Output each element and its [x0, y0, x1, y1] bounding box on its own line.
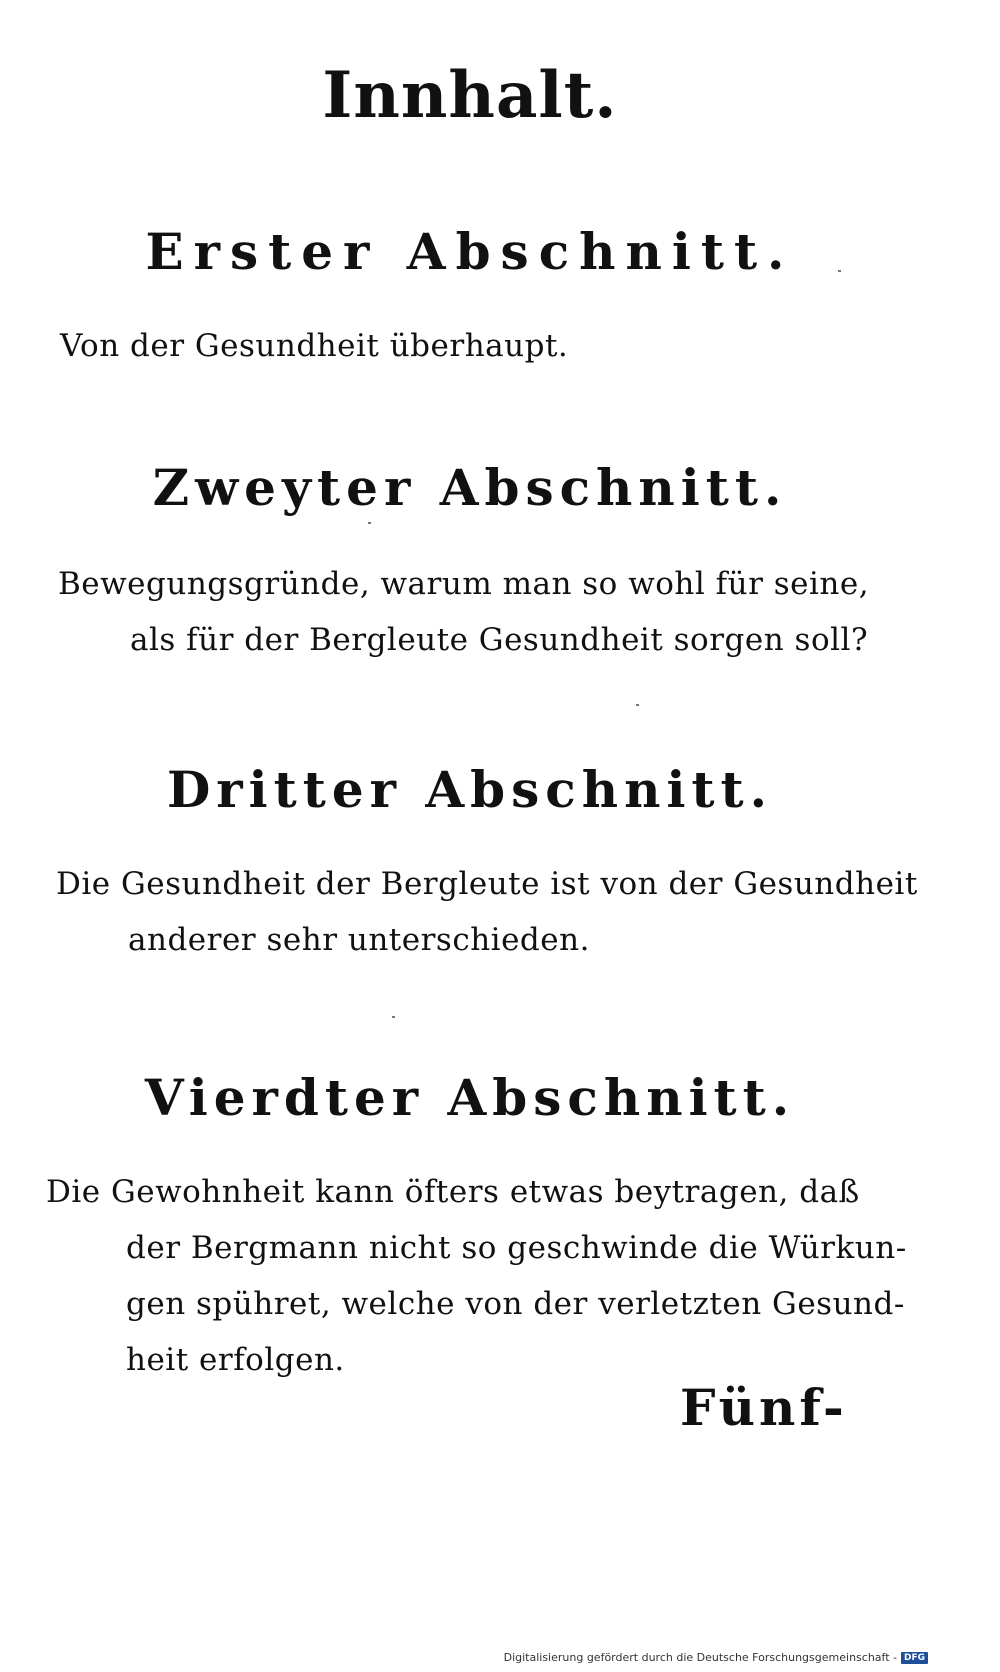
section-heading-1: Erster Abschnitt. [145, 222, 795, 281]
section-4-line-4: heit erfolgen. [126, 1342, 345, 1378]
section-heading-2: Zweyter Abschnitt. [152, 458, 788, 517]
catchword: Fünf- [680, 1378, 848, 1437]
page-title: Innhalt. [322, 58, 618, 133]
section-2-line-2: als für der Bergleute Gesundheit sorgen soll? [130, 622, 869, 658]
section-4-line-1: Die Gewohnheit kann öfters etwas beytragen, daß [46, 1174, 860, 1210]
section-4-line-3: gen spühret, welche von der verletzten Gesund- [126, 1286, 905, 1322]
scan-speck [636, 704, 639, 706]
section-3-line-2: anderer sehr unterschieden. [128, 922, 590, 958]
section-3-line-1: Die Gesundheit der Bergleute ist von der Gesundheit [56, 866, 918, 902]
scan-speck [838, 270, 841, 272]
section-text-1 [60, 318, 568, 374]
footer-text: Digitalisierung gefördert durch die Deutsche Forschungsgemeinschaft - [503, 1651, 897, 1664]
digitization-footer [504, 1651, 928, 1664]
scan-speck [368, 522, 371, 524]
section-text-2 [58, 556, 869, 668]
dfg-logo: DFG [901, 1652, 928, 1664]
section-text-3 [56, 856, 918, 968]
section-text-4 [46, 1164, 907, 1388]
section-2-line-1: Bewegungsgründe, warum man so wohl für seine, [58, 566, 870, 602]
section-heading-4: Vierdter Abschnitt. [144, 1068, 796, 1127]
section-4-line-2: der Bergmann nicht so geschwinde die Würkun- [126, 1230, 907, 1266]
scan-speck [392, 1016, 395, 1018]
section-1-line-1: Von der Gesundheit überhaupt. [60, 328, 569, 364]
section-heading-3: Dritter Abschnitt. [166, 760, 774, 819]
